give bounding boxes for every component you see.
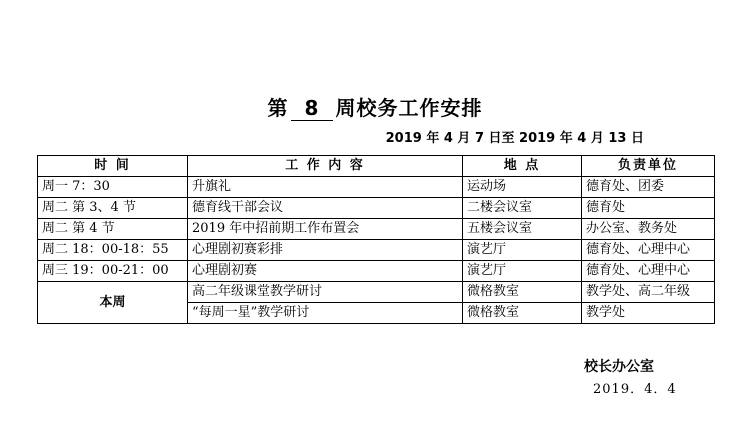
cell-unit: 德育处、团委: [582, 177, 715, 198]
signature-date: 2019．4．4: [593, 382, 677, 397]
cell-place: 五楼会议室: [463, 219, 582, 240]
table-row: [38, 219, 715, 240]
title-prefix: 第: [267, 96, 289, 120]
cell-place: 微格教室: [463, 282, 582, 303]
cell-unit: 德育处、心理中心: [582, 240, 715, 261]
cell-place: 演艺厅: [463, 240, 582, 261]
table-row: [38, 198, 715, 219]
cell-content: 心理剧初赛彩排: [188, 240, 463, 261]
table-row: [38, 261, 715, 282]
header-time: 时 间: [38, 156, 188, 177]
cell-time: 周二 第 4 节: [38, 219, 188, 240]
cell-place: 演艺厅: [463, 261, 582, 282]
week-number: 8: [291, 96, 334, 121]
cell-unit: 教学处、高二年级: [582, 282, 715, 303]
cell-place: 运动场: [463, 177, 582, 198]
title-suffix: 周校务工作安排: [335, 96, 483, 120]
table-row: [38, 240, 715, 261]
cell-content: 2019 年中招前期工作布置会: [188, 219, 463, 240]
cell-place: 微格教室: [463, 303, 582, 324]
cell-unit: 德育处: [582, 198, 715, 219]
header-row: [38, 156, 715, 177]
cell-unit: 办公室、教务处: [582, 219, 715, 240]
header-content: 工 作 内 容: [188, 156, 463, 177]
page-title: [0, 92, 750, 121]
cell-week-label: 本周: [38, 282, 188, 324]
cell-place: 二楼会议室: [463, 198, 582, 219]
table-row: [38, 177, 715, 198]
cell-content: 德育线干部会议: [188, 198, 463, 219]
date-range: 2019 年 4 月 7 日至 2019 年 4 月 13 日: [385, 131, 644, 146]
header-place: 地 点: [463, 156, 582, 177]
schedule-table: [37, 155, 715, 324]
cell-time: 周一 7：30: [38, 177, 188, 198]
cell-time: 周二 第 3、4 节: [38, 198, 188, 219]
cell-content: 升旗礼: [188, 177, 463, 198]
cell-content: 高二年级课堂教学研讨: [188, 282, 463, 303]
cell-unit: 教学处: [582, 303, 715, 324]
cell-content: “每周一星”教学研讨: [188, 303, 463, 324]
cell-time: 周三 19：00-21：00: [38, 261, 188, 282]
cell-time: 周二 18：00-18：55: [38, 240, 188, 261]
cell-content: 心理剧初赛: [188, 261, 463, 282]
table-row: [38, 282, 715, 303]
signature-office: 校长办公室: [584, 359, 654, 375]
cell-unit: 德育处、心理中心: [582, 261, 715, 282]
header-unit: 负责单位: [582, 156, 715, 177]
